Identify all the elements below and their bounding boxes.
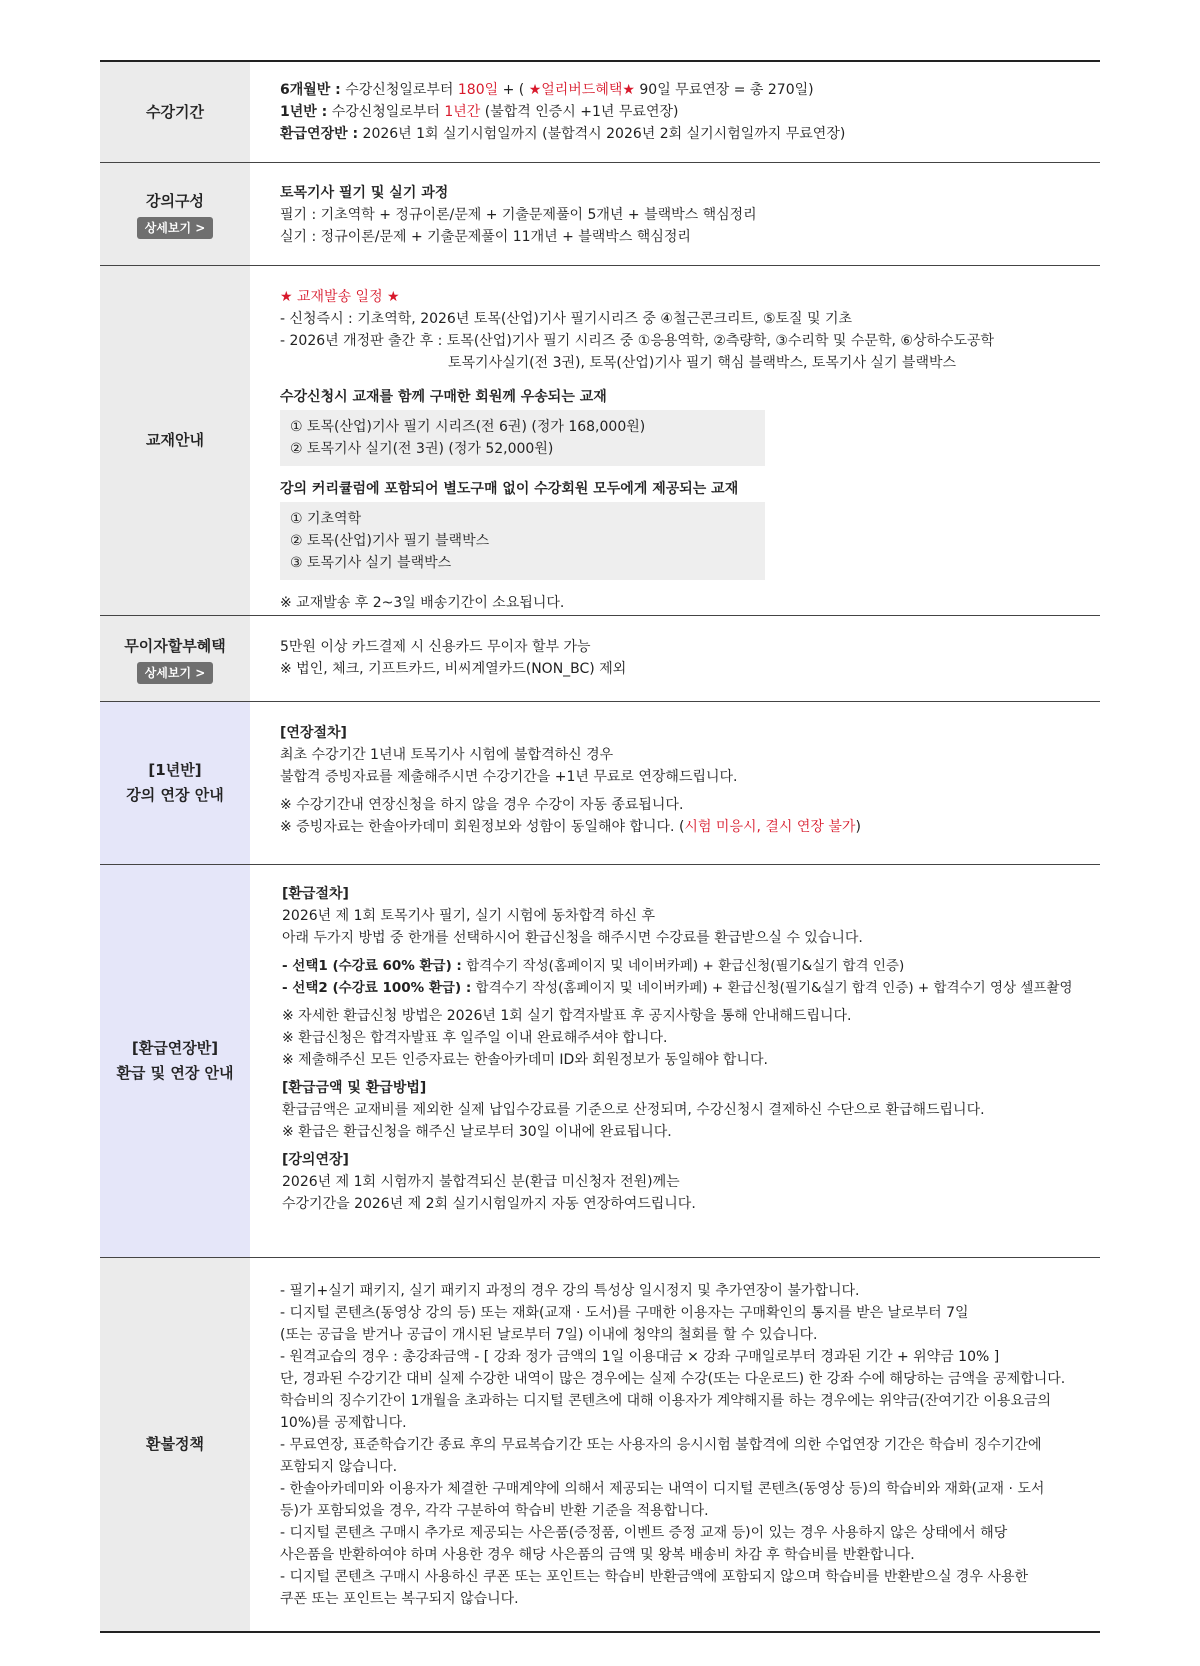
policy-line: (또는 공급을 받거나 공급이 개시된 날로부터 7일) 이내에 청약의 철회를 할 수 있습니다. bbox=[280, 1327, 818, 1343]
period-line-6month: 6개월반 : 수강신청일로부터 180일 + ( ★얼리버드혜택★ 90일 무료연장 = 총 270일) bbox=[280, 82, 814, 98]
refund-proc-title: [환급절차] bbox=[282, 886, 349, 902]
header-composition-label: 강의구성 bbox=[146, 192, 204, 210]
header-textbook bbox=[100, 266, 250, 615]
header-period-label: 수강기간 bbox=[146, 102, 204, 121]
row-refund-extension bbox=[100, 865, 1100, 1258]
refund-amount-title: [환급금액 및 환급방법] bbox=[282, 1080, 427, 1096]
header-extension-label: [1년반] bbox=[148, 761, 202, 779]
refund-option-2: - 선택2 (수강료 100% 환급) : 합격수기 작성(홈페이지 및 네이버카페) + 환급신청(필기&실기 합격 인증) + 합격수기 영상 셀프촬영 bbox=[282, 980, 1073, 996]
policy-line: 등)가 포함되었을 경우, 각각 구분하여 학습비 반환 기준을 적용합니다. bbox=[280, 1503, 709, 1519]
header-refund-extension-label: [환급연장반] bbox=[131, 1039, 219, 1057]
refund-ext-line: 2026년 제 1회 시험까지 불합격되신 분(환급 미신청자 전원)께는 bbox=[282, 1174, 680, 1190]
extension-content bbox=[250, 702, 1100, 864]
refund-amount-line: ※ 환급은 환급신청을 해주신 날로부터 30일 이내에 완료됩니다. bbox=[282, 1124, 672, 1140]
composition-content bbox=[250, 163, 1100, 265]
period-line-refund: 환급연장반 : 2026년 1회 실기시험일까지 (불합격시 2026년 2회 실기시험일까지 무료연장) bbox=[280, 126, 846, 142]
refund-policy-content bbox=[250, 1258, 1100, 1631]
period-content bbox=[250, 62, 1100, 162]
policy-line: 쿠폰 또는 포인트는 복구되지 않습니다. bbox=[280, 1591, 519, 1607]
row-refund-policy bbox=[100, 1258, 1100, 1633]
textbook-schedule-line: 토목기사실기(전 3권), 토목(산업)기사 필기 핵심 블랙박스, 토목기사 실기 블랙박스 bbox=[448, 355, 957, 371]
row-installment bbox=[100, 616, 1100, 702]
refund-note: ※ 자세한 환급신청 방법은 2026년 1회 실기 합격자발표 후 공지사항을 통해 안내해드립니다. bbox=[282, 1008, 852, 1024]
policy-line: - 원격교습의 경우 : 총강좌금액 - [ 강좌 정가 금액의 1일 이용대금 × 강좌 구매일로부터 경과된 기간 + 위약금 10% ] bbox=[280, 1349, 1000, 1365]
policy-line: 사은품을 반환하여야 하며 사용한 경우 해당 사은품의 금액 및 왕복 배송비 차감 후 학습비를 반환합니다. bbox=[280, 1547, 915, 1563]
installment-content bbox=[250, 616, 1100, 701]
extension-line: 불합격 증빙자료를 제출해주시면 수강기간을 +1년 무료로 연장해드립니다. bbox=[280, 769, 738, 785]
installment-line: ※ 법인, 체크, 기프트카드, 비씨계열카드(NON_BC) 제외 bbox=[280, 661, 627, 677]
policy-line: 학습비의 징수기간이 1개월을 초과하는 디지털 콘텐츠에 대해 이용자가 계약해지를 하는 경우에는 위약금(잔여기간 이용요금의 bbox=[280, 1393, 1052, 1409]
textbook-note: ※ 교재발송 후 2~3일 배송기간이 소요됩니다. bbox=[280, 595, 565, 611]
refund-option-1: - 선택1 (수강료 60% 환급) : 합격수기 작성(홈페이지 및 네이버카페) + 환급신청(필기&실기 합격 인증) bbox=[282, 958, 905, 974]
policy-line: - 디지털 콘텐츠(동영상 강의 등) 또는 재화(교재 · 도서)를 구매한 이용자는 구매확인의 통지를 받은 날로부터 7일 bbox=[280, 1305, 969, 1321]
textbook-content bbox=[250, 266, 1100, 615]
textbook-schedule-line: - 신청즉시 : 기초역학, 2026년 토목(산업)기사 필기시리즈 중 ④철근콘크리트, ⑤토질 및 기초 bbox=[280, 311, 853, 327]
extension-note: ※ 증빙자료는 한솔아카데미 회원정보와 성함이 동일해야 합니다. (시험 미응시, 결시 연장 불가) bbox=[280, 819, 861, 835]
composition-detail-button[interactable]: 상세보기 > bbox=[137, 217, 214, 239]
list-item: ① 토목(산업)기사 필기 시리즈(전 6권) (정가 168,000원) bbox=[290, 419, 646, 435]
row-extension bbox=[100, 702, 1100, 865]
refund-ext-title: [강의연장] bbox=[282, 1152, 349, 1168]
policy-line: 단, 경과된 수강기간 대비 실제 수강한 내역이 많은 경우에는 실제 수강(또는 다운로드) 한 강좌 수에 해당하는 금액을 공제합니다. bbox=[280, 1371, 1066, 1387]
period-line-1year: 1년반 : 수강신청일로부터 1년간 (불합격 인증시 +1년 무료연장) bbox=[280, 104, 679, 120]
refund-note: ※ 환급신청은 합격자발표 후 일주일 이내 완료해주셔야 합니다. bbox=[282, 1030, 668, 1046]
header-installment-label: 무이자할부혜택 bbox=[124, 636, 226, 655]
textbook-discount-title: 수강신청시 교재를 함께 구매한 회원께 우송되는 교재 bbox=[280, 389, 607, 405]
textbook-free-title: 강의 커리큘럼에 포함되어 별도구매 없이 수강회원 모두에게 제공되는 교재 bbox=[280, 481, 739, 497]
header-extension bbox=[100, 702, 250, 864]
textbook-schedule-line: - 2026년 개정판 출간 후 : 토목(산업)기사 필기 시리즈 중 ①응용역학, ②측량학, ③수리학 및 수문학, ⑥상하수도공학 bbox=[280, 333, 995, 349]
extension-title: [연장절차] bbox=[280, 725, 347, 741]
header-refund-extension bbox=[100, 865, 250, 1257]
policy-line: - 한솔아카데미와 이용자가 체결한 구매계약에 의해서 제공되는 내역이 디지털 콘텐츠(동영상 등)의 학습비와 재화(교재 · 도서 bbox=[280, 1481, 1045, 1497]
header-installment bbox=[100, 616, 250, 701]
composition-line: 필기 : 기초역학 + 정규이론/문제 + 기출문제풀이 5개년 + 블랙박스 핵심정리 bbox=[280, 207, 757, 223]
list-item: ① 기초역학 bbox=[290, 511, 362, 527]
list-item: ③ 토목기사 실기 블랙박스 bbox=[290, 555, 452, 571]
refund-note: ※ 제출해주신 모든 인증자료는 한솔아카데미 ID와 회원정보가 동일해야 합니다. bbox=[282, 1052, 768, 1068]
policy-line: - 무료연장, 표준학습기간 종료 후의 무료복습기간 또는 사용자의 응시시험 불합격에 의한 수업연장 기간은 학습비 징수기간에 bbox=[280, 1437, 1042, 1453]
header-refund-policy-label: 환불정책 bbox=[146, 1435, 204, 1453]
refund-amount-line: 환급금액은 교재비를 제외한 실제 납입수강료를 기준으로 산정되며, 수강신청시 결제하신 수단으로 환급해드립니다. bbox=[282, 1102, 985, 1118]
row-composition bbox=[100, 163, 1100, 266]
extension-note: ※ 수강기간내 연장신청을 하지 않을 경우 수강이 자동 종료됩니다. bbox=[280, 797, 684, 813]
header-textbook-label: 교재안내 bbox=[146, 431, 204, 449]
policy-line: 포함되지 않습니다. bbox=[280, 1459, 398, 1475]
installment-line: 5만원 이상 카드결제 시 신용카드 무이자 할부 가능 bbox=[280, 639, 591, 655]
header-refund-extension-label: 환급 및 연장 안내 bbox=[116, 1064, 234, 1082]
course-info-table bbox=[100, 60, 1100, 1633]
composition-line: 실기 : 정규이론/문제 + 기출문제풀이 11개년 + 블랙박스 핵심정리 bbox=[280, 229, 691, 245]
policy-line: 10%)를 공제합니다. bbox=[280, 1415, 407, 1431]
extension-line: 최초 수강기간 1년내 토목기사 시험에 불합격하신 경우 bbox=[280, 747, 614, 763]
refund-extension-content bbox=[250, 865, 1100, 1257]
policy-line: - 필기+실기 패키지, 실기 패키지 과정의 경우 강의 특성상 일시정지 및 추가연장이 불가합니다. bbox=[280, 1283, 860, 1299]
textbook-free-box bbox=[280, 502, 765, 580]
header-extension-label: 강의 연장 안내 bbox=[126, 786, 224, 804]
policy-line: - 디지털 콘텐츠 구매시 사용하신 쿠폰 또는 포인트는 학습비 반환금액에 포함되지 않으며 학습비를 반환받으실 경우 사용한 bbox=[280, 1569, 1029, 1585]
header-period bbox=[100, 62, 250, 162]
refund-proc-line: 아래 두가지 방법 중 한개를 선택하시어 환급신청을 해주시면 수강료를 환급받으실 수 있습니다. bbox=[282, 930, 863, 946]
row-period bbox=[100, 62, 1100, 163]
header-refund-policy bbox=[100, 1258, 250, 1631]
policy-line: - 디지털 콘텐츠 구매시 추가로 제공되는 사은품(증정품, 이벤트 증정 교재 등)이 있는 경우 사용하지 않은 상태에서 해당 bbox=[280, 1525, 1008, 1541]
installment-detail-button[interactable]: 상세보기 > bbox=[137, 662, 214, 684]
row-textbook bbox=[100, 266, 1100, 616]
textbook-discount-box bbox=[280, 410, 765, 466]
list-item: ② 토목(산업)기사 필기 블랙박스 bbox=[290, 533, 490, 549]
refund-proc-line: 2026년 제 1회 토목기사 필기, 실기 시험에 동차합격 하신 후 bbox=[282, 908, 656, 924]
header-composition bbox=[100, 163, 250, 265]
list-item: ② 토목기사 실기(전 3권) (정가 52,000원) bbox=[290, 441, 554, 457]
composition-title: 토목기사 필기 및 실기 과정 bbox=[280, 185, 449, 201]
refund-ext-line: 수강기간을 2026년 제 2회 실기시험일까지 자동 연장하여드립니다. bbox=[282, 1196, 696, 1212]
textbook-schedule-title: ★ 교재발송 일정 ★ bbox=[280, 289, 400, 305]
